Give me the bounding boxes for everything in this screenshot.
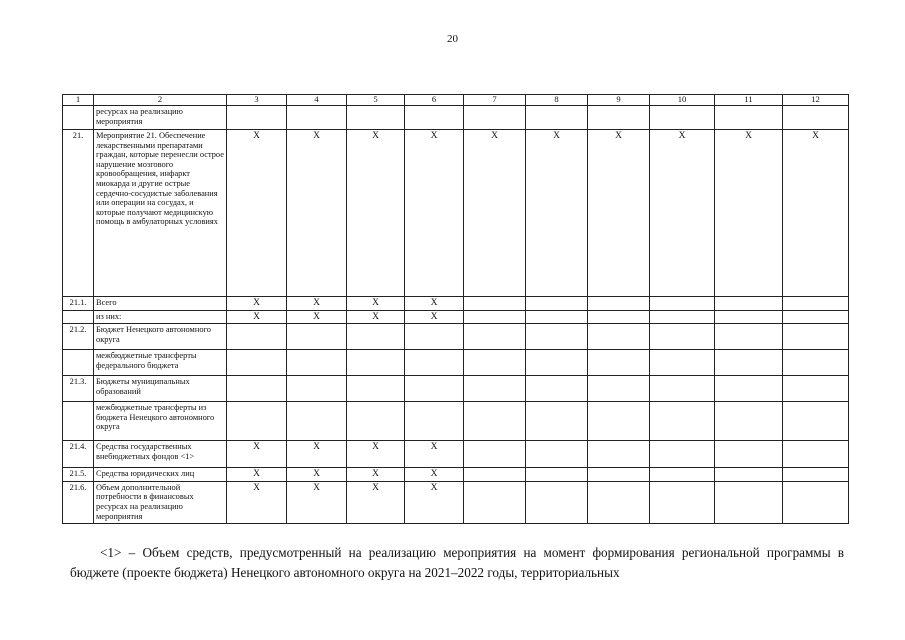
- table-row: [63, 130, 849, 297]
- table-cell: [227, 106, 287, 130]
- table-cell: Х: [347, 297, 405, 311]
- table-cell: [287, 106, 347, 130]
- table-cell: [588, 324, 650, 350]
- table-cell: Х: [287, 468, 347, 482]
- table-row: [63, 376, 849, 402]
- table-cell: Х: [287, 441, 347, 468]
- column-header: 3: [227, 95, 287, 106]
- table-cell: [526, 106, 588, 130]
- table-cell: [783, 376, 849, 402]
- table-cell: [405, 350, 464, 376]
- row-number: [63, 310, 94, 324]
- table-cell: [783, 324, 849, 350]
- table-cell: [526, 350, 588, 376]
- table-cell: [588, 402, 650, 441]
- row-number: [63, 106, 94, 130]
- table-cell: [227, 402, 287, 441]
- table-cell: [464, 350, 526, 376]
- row-description: из них:: [94, 310, 227, 324]
- table-cell: [526, 376, 588, 402]
- table-cell: [405, 106, 464, 130]
- table-row: [63, 297, 849, 311]
- table-row: [63, 441, 849, 468]
- table-row: [63, 106, 849, 130]
- table-cell: Х: [287, 297, 347, 311]
- row-number: [63, 402, 94, 441]
- table-cell: Х: [347, 481, 405, 523]
- table-cell: Х: [405, 310, 464, 324]
- table-cell: Х: [347, 130, 405, 297]
- table-cell: Х: [227, 468, 287, 482]
- table-cell: [588, 441, 650, 468]
- table-cell: Х: [405, 481, 464, 523]
- table-row: [63, 324, 849, 350]
- row-description: ресурсах на реализацию мероприятия: [94, 106, 227, 130]
- footnote: <1> – Объем средств, предусмотренный на реализацию мероприятия на момент формирования региональной программы в бюджете (проекте бюджета) Ненецкого автономного округа на 2021–2022 годы, территориальных: [70, 545, 844, 580]
- table-cell: [715, 481, 783, 523]
- table-cell: [783, 468, 849, 482]
- table-cell: Х: [715, 130, 783, 297]
- table-cell: [464, 297, 526, 311]
- table-cell: [526, 468, 588, 482]
- table-cell: [287, 376, 347, 402]
- table-cell: [588, 481, 650, 523]
- table-cell: [526, 297, 588, 311]
- table-cell: [588, 350, 650, 376]
- table-cell: [783, 297, 849, 311]
- row-number: 21.1.: [63, 297, 94, 311]
- table-cell: [650, 376, 715, 402]
- row-description: Бюджеты муниципальных образований: [94, 376, 227, 402]
- table-cell: Х: [227, 481, 287, 523]
- page-number: 20: [447, 33, 458, 45]
- table-cell: [588, 310, 650, 324]
- table-cell: [588, 106, 650, 130]
- table-cell: [650, 402, 715, 441]
- table-cell: [464, 402, 526, 441]
- table-cell: [783, 350, 849, 376]
- table-cell: [405, 402, 464, 441]
- table-cell: [650, 481, 715, 523]
- row-number: 21.: [63, 130, 94, 297]
- table-cell: [526, 481, 588, 523]
- table-cell: [464, 441, 526, 468]
- row-description: Мероприятие 21. Обеспечение лекарственными препаратами граждан, которые перенесли острое нарушение мозгового кровообращения, инфаркт миокарда и другие острые сердечно-сосудистые заболевания или операции на сосудах, и которые получают медицинскую помощь в амбулаторных условиях: [94, 130, 227, 297]
- row-description: межбюджетные трансферты из бюджета Ненецкого автономного округа: [94, 402, 227, 441]
- table-cell: [715, 376, 783, 402]
- row-description: межбюджетные трансферты федерального бюджета: [94, 350, 227, 376]
- table-cell: [783, 481, 849, 523]
- table-cell: [650, 297, 715, 311]
- table-cell: [464, 376, 526, 402]
- table-cell: Х: [347, 441, 405, 468]
- table-cell: Х: [588, 130, 650, 297]
- table-cell: [405, 376, 464, 402]
- table-cell: [588, 376, 650, 402]
- table-cell: Х: [347, 310, 405, 324]
- table-cell: [783, 106, 849, 130]
- table-cell: [464, 106, 526, 130]
- table-cell: [464, 310, 526, 324]
- table-cell: Х: [287, 481, 347, 523]
- column-header: 4: [287, 95, 347, 106]
- table-cell: [287, 402, 347, 441]
- table-cell: Х: [405, 441, 464, 468]
- table-cell: Х: [227, 130, 287, 297]
- column-header: 8: [526, 95, 588, 106]
- table-cell: [347, 324, 405, 350]
- row-number: [63, 350, 94, 376]
- table-cell: [464, 324, 526, 350]
- table-cell: Х: [464, 130, 526, 297]
- row-number: 21.5.: [63, 468, 94, 482]
- table-cell: Х: [227, 310, 287, 324]
- table-cell: [526, 402, 588, 441]
- table-cell: [464, 481, 526, 523]
- table-cell: [715, 324, 783, 350]
- table-cell: [227, 376, 287, 402]
- table-cell: [715, 402, 783, 441]
- row-number: 21.4.: [63, 441, 94, 468]
- table-cell: [783, 441, 849, 468]
- table-row: [63, 402, 849, 441]
- table-cell: [287, 350, 347, 376]
- column-header: 12: [783, 95, 849, 106]
- column-header: 11: [715, 95, 783, 106]
- table-cell: [783, 402, 849, 441]
- table-cell: [715, 350, 783, 376]
- table-row: [63, 350, 849, 376]
- table-header-row: [63, 95, 849, 106]
- table-cell: [526, 324, 588, 350]
- table-cell: [526, 441, 588, 468]
- table-cell: [464, 468, 526, 482]
- column-header: 7: [464, 95, 526, 106]
- table-cell: Х: [650, 130, 715, 297]
- table-cell: Х: [405, 297, 464, 311]
- table-cell: Х: [347, 468, 405, 482]
- table-cell: [347, 350, 405, 376]
- column-header: 5: [347, 95, 405, 106]
- program-table: [62, 94, 849, 524]
- table-row: [63, 468, 849, 482]
- row-description: Средства государственных внебюджетных фондов <1>: [94, 441, 227, 468]
- table-cell: [227, 350, 287, 376]
- table-cell: [588, 468, 650, 482]
- table-cell: [715, 106, 783, 130]
- column-header: 1: [63, 95, 94, 106]
- row-description: Всего: [94, 297, 227, 311]
- table-cell: [526, 310, 588, 324]
- table-cell: [715, 310, 783, 324]
- table-cell: [783, 310, 849, 324]
- column-header: 10: [650, 95, 715, 106]
- table-row: [63, 310, 849, 324]
- table-cell: [347, 376, 405, 402]
- table-cell: Х: [227, 297, 287, 311]
- table-cell: Х: [287, 310, 347, 324]
- table-row: [63, 481, 849, 523]
- row-number: 21.6.: [63, 481, 94, 523]
- table-cell: Х: [405, 130, 464, 297]
- table-cell: [715, 297, 783, 311]
- table-cell: [650, 324, 715, 350]
- row-description: Бюджет Ненецкого автономного округа: [94, 324, 227, 350]
- table-cell: [650, 310, 715, 324]
- column-header: 6: [405, 95, 464, 106]
- table-cell: [347, 402, 405, 441]
- table-cell: [715, 441, 783, 468]
- table-cell: [715, 468, 783, 482]
- table-cell: [588, 297, 650, 311]
- table-cell: Х: [526, 130, 588, 297]
- table-cell: [405, 324, 464, 350]
- row-number: 21.2.: [63, 324, 94, 350]
- table-cell: [347, 106, 405, 130]
- table-cell: Х: [287, 130, 347, 297]
- table-cell: Х: [405, 468, 464, 482]
- table-cell: [287, 324, 347, 350]
- row-description: Средства юридических лиц: [94, 468, 227, 482]
- table-cell: Х: [227, 441, 287, 468]
- table-cell: [650, 468, 715, 482]
- table-cell: [650, 106, 715, 130]
- column-header: 2: [94, 95, 227, 106]
- table-cell: [650, 350, 715, 376]
- row-number: 21.3.: [63, 376, 94, 402]
- column-header: 9: [588, 95, 650, 106]
- table-cell: [227, 324, 287, 350]
- table-cell: Х: [783, 130, 849, 297]
- row-description: Объем дополнительной потребности в финансовых ресурсах на реализацию мероприятия: [94, 481, 227, 523]
- table-cell: [650, 441, 715, 468]
